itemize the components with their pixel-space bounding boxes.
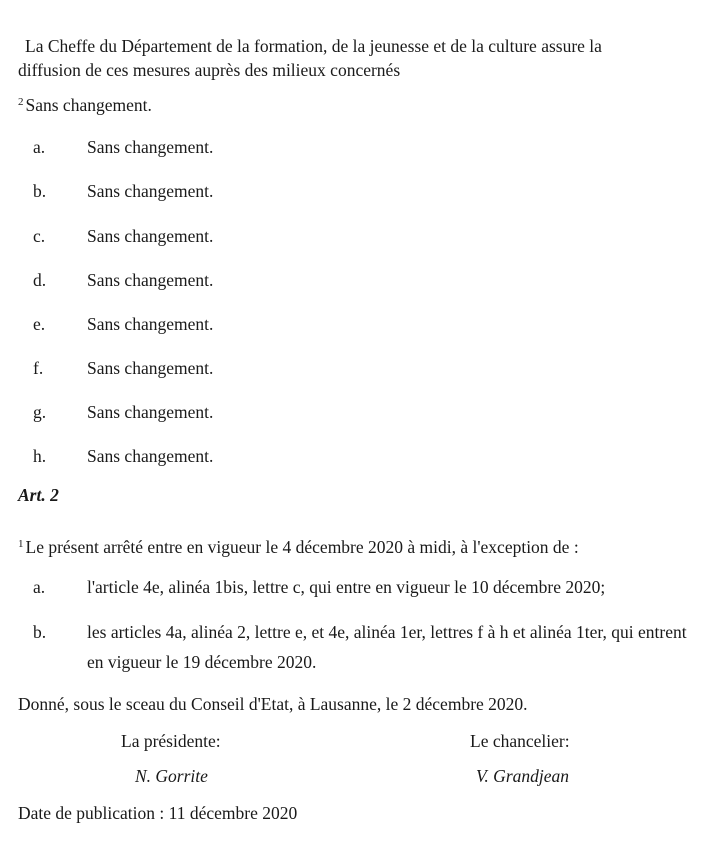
signature-name-left: N. Gorrite	[135, 766, 208, 786]
list-item-text: Sans changement.	[87, 314, 214, 334]
signature-name-right: V. Grandjean	[476, 766, 570, 786]
list-item-text: les articles 4a, alinéa 2, lettre e, et 4e, alinéa 1er, lettres f à h et alinéa 1ter, qui entrent en vigueur le 19 décembre 2020.	[87, 622, 687, 672]
list-item-letter: h.	[33, 446, 47, 466]
list-item-letter: a.	[33, 577, 46, 597]
article-paragraph-1	[18, 536, 579, 558]
list-item-text: Sans changement.	[87, 226, 214, 246]
list-item-letter: b.	[33, 181, 47, 201]
publication-date: Date de publication : 11 décembre 2020	[18, 803, 298, 823]
list-item-letter: c.	[33, 226, 46, 246]
paragraph-text: Le présent arrêté entre en vigueur le 4 décembre 2020 à midi, à l'exception de :	[25, 537, 579, 557]
intro-line-1: La Cheffe du Département de la formation, de la jeunesse et de la culture assure la	[25, 36, 602, 56]
article-item-a	[0, 576, 713, 600]
list-item-letter: g.	[33, 402, 47, 422]
list-item-c	[0, 225, 713, 249]
list-item-text: Sans changement.	[87, 358, 214, 378]
intro-line-2: diffusion de ces mesures auprès des milieux concernés	[18, 60, 401, 80]
paragraph-number: 2	[18, 96, 24, 108]
list-item-text: Sans changement.	[87, 181, 214, 201]
list-item-text: Sans changement.	[87, 402, 214, 422]
list-item-b	[0, 180, 713, 204]
list-item-letter: d.	[33, 270, 47, 290]
paragraph-2	[18, 94, 152, 116]
list-item-letter: a.	[33, 137, 46, 157]
list-item-letter: f.	[33, 358, 44, 378]
list-item-letter: e.	[33, 314, 46, 334]
article-item-b	[0, 621, 713, 672]
list-item-text: Sans changement.	[87, 137, 214, 157]
paragraph-number: 1	[18, 538, 24, 550]
list-item-g	[0, 401, 713, 425]
paragraph-text: Sans changement.	[25, 95, 152, 115]
list-item-f	[0, 357, 713, 381]
list-item-d	[0, 269, 713, 293]
signature-role-right: Le chancelier:	[470, 731, 570, 751]
list-item-e	[0, 313, 713, 337]
list-item-text: Sans changement.	[87, 446, 214, 466]
closing-statement: Donné, sous le sceau du Conseil d'Etat, à Lausanne, le 2 décembre 2020.	[18, 694, 528, 714]
list-item-text: Sans changement.	[87, 270, 214, 290]
article-title: Art. 2	[18, 485, 59, 505]
list-item-h	[0, 445, 713, 469]
list-item-text: l'article 4e, alinéa 1bis, lettre c, qui entre en vigueur le 10 décembre 2020;	[87, 577, 606, 597]
list-item-a	[0, 136, 713, 160]
list-item-letter: b.	[33, 622, 47, 642]
signature-role-left: La présidente:	[121, 731, 221, 751]
intro-paragraph	[18, 34, 708, 82]
